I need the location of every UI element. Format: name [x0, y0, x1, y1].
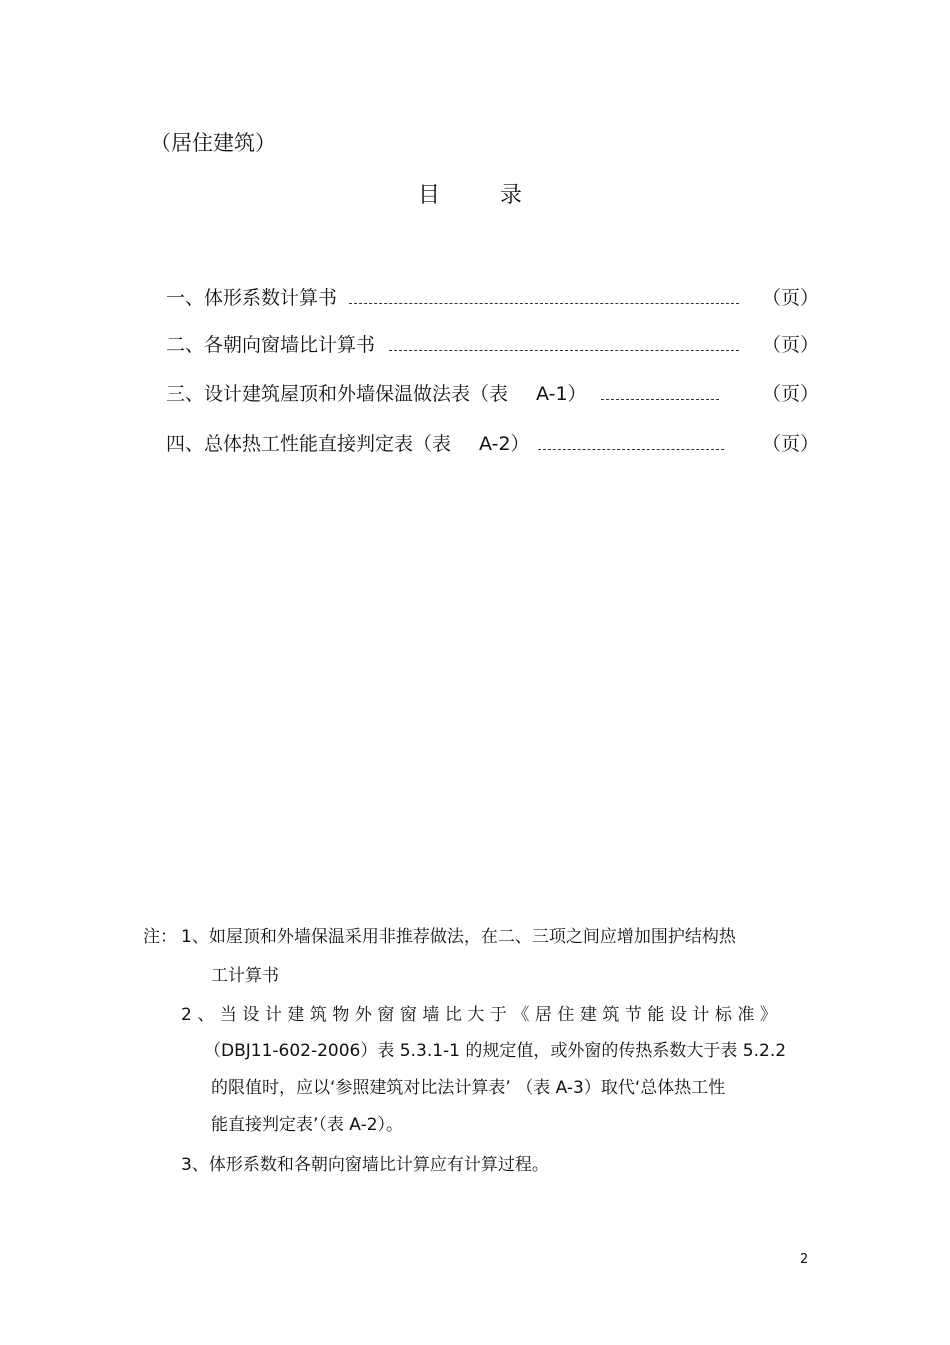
toc-entry-2[interactable]: [166, 327, 820, 357]
toc-entry-page: （页）: [762, 334, 820, 356]
note-2-line-3: 的限值时，应以‘参照建筑对比法计算表’ （表 A-3）取代‘总体热工性: [211, 1078, 726, 1098]
toc-entry-page: （页）: [762, 433, 820, 455]
toc-entry-code: A-2）: [479, 433, 530, 455]
toc-leader: [538, 449, 724, 450]
toc-entry-label: 四、总体热工性能直接判定表（表: [166, 433, 452, 455]
toc-entry-1[interactable]: [166, 280, 820, 310]
toc-leader: [601, 399, 719, 400]
toc-entry-code: A-1）: [536, 383, 587, 405]
page-number: 2: [800, 1252, 809, 1267]
note-prefix: 注：: [143, 927, 177, 947]
toc-entry-3[interactable]: [166, 376, 820, 406]
toc-entry-page: （页）: [762, 287, 820, 309]
note-1-line-2: 工计算书: [211, 966, 279, 986]
toc-entry-label: 二、各朝向窗墙比计算书: [166, 334, 376, 356]
toc-entry-label: 三、设计建筑屋顶和外墙保温做法表（表: [166, 383, 509, 405]
document-subtitle: （居住建筑）: [150, 131, 276, 155]
note-2-line-1: 2、当设计建筑物外窗窗墙比大于《居住建筑节能设计标准》: [181, 1005, 783, 1025]
toc-title-char-1: 目: [418, 183, 443, 208]
note-2-line-4: 能直接判定表’（表 A-2）。: [211, 1115, 404, 1135]
toc-leader: [349, 303, 739, 304]
toc-entry-4[interactable]: [166, 426, 820, 456]
toc-title-char-2: 录: [500, 183, 525, 208]
toc-entry-label: 一、体形系数计算书: [166, 287, 338, 309]
note-2-line-2: （DBJ11-602-2006）表 5.3.1-1 的规定值，或外窗的传热系数大于表 5.2.2: [204, 1041, 787, 1061]
toc-leader: [389, 350, 739, 351]
note-1-line-1: 1、如屋顶和外墙保温采用非推荐做法，在二、三项之间应增加围护结构热: [181, 927, 736, 947]
toc-entry-page: （页）: [762, 383, 820, 405]
note-3-line-1: 3、体形系数和各朝向窗墙比计算应有计算过程。: [181, 1155, 549, 1175]
toc-title: [418, 178, 524, 209]
